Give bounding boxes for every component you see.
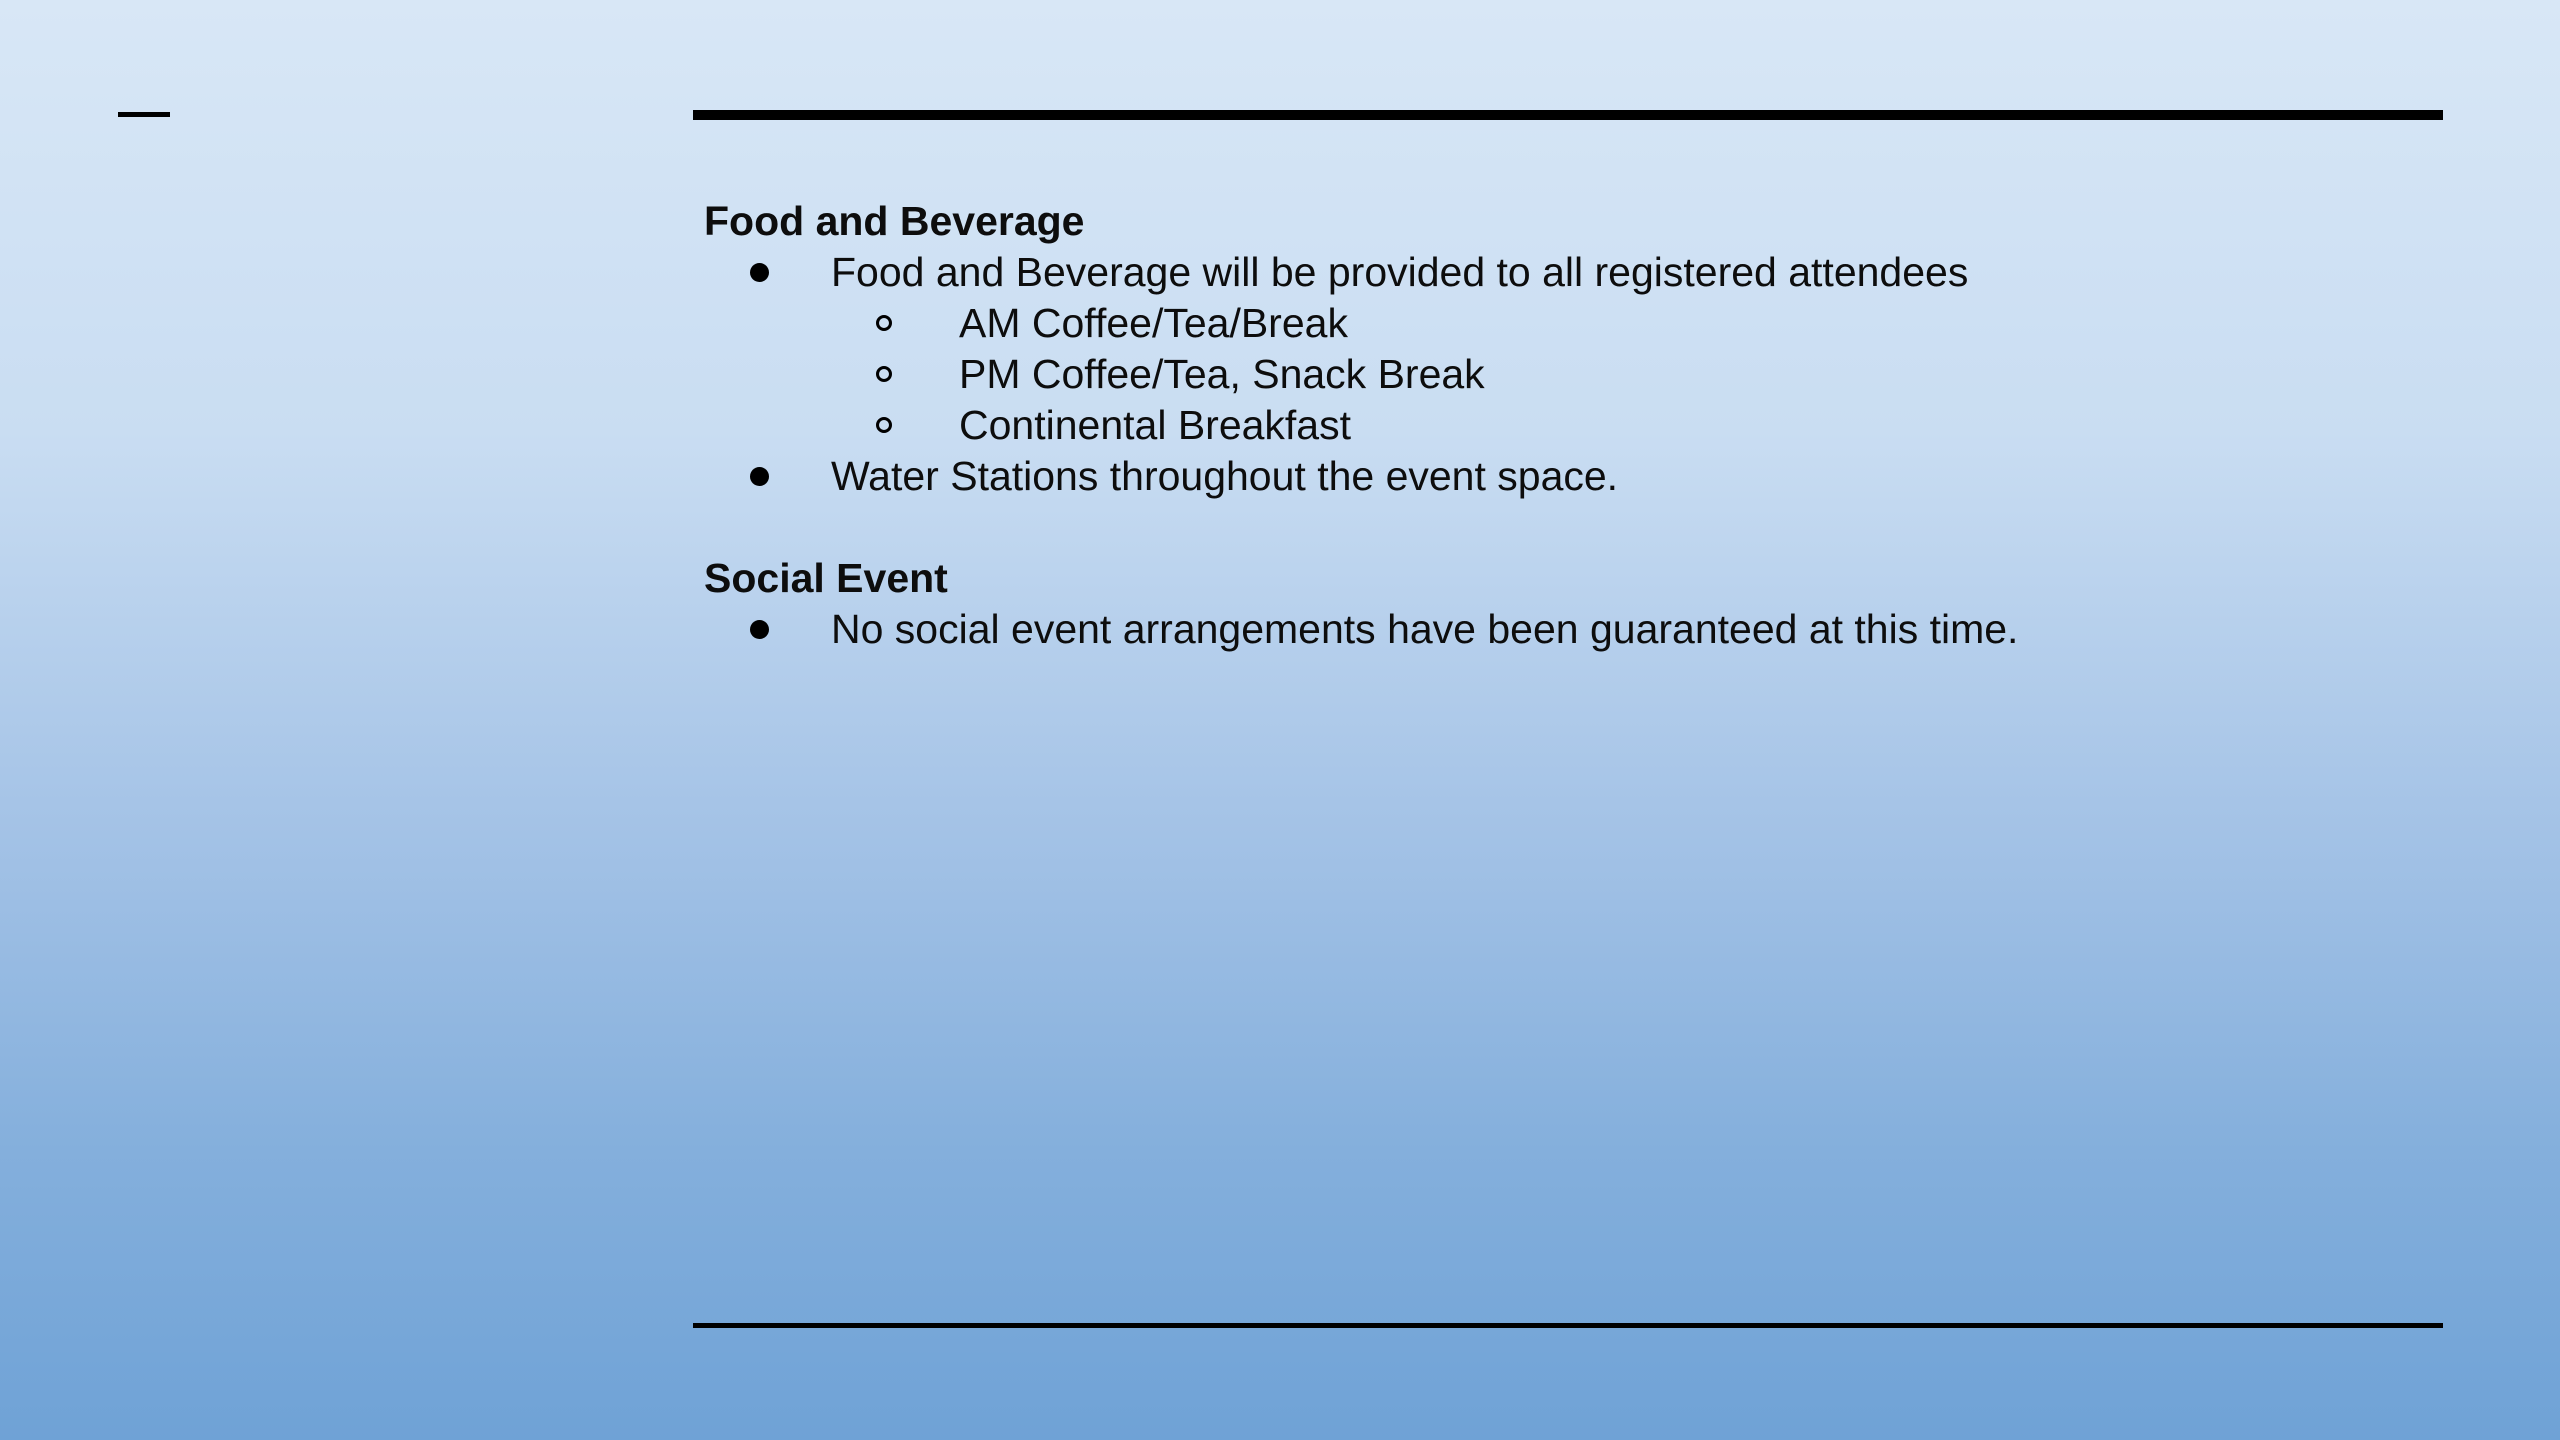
- list-item: [704, 349, 2434, 400]
- list-item: [704, 247, 2434, 298]
- list-item-text: Food and Beverage will be provided to all registered attendees: [831, 249, 1969, 295]
- slide-body: [704, 196, 2434, 655]
- list-item: [704, 400, 2434, 451]
- list-item-text: PM Coffee/Tea, Snack Break: [959, 351, 1485, 397]
- hollow-bullet-icon: [876, 417, 892, 433]
- filled-bullet-icon: [750, 467, 769, 486]
- hollow-bullet-icon: [876, 315, 892, 331]
- social-event-list: [704, 604, 2434, 655]
- top-rule: [693, 110, 2443, 120]
- list-item: [704, 298, 2434, 349]
- section-heading-social-event: Social Event: [704, 555, 948, 601]
- filled-bullet-icon: [750, 620, 769, 639]
- section-heading-food-and-beverage: Food and Beverage: [704, 198, 1085, 244]
- food-beverage-list: [704, 247, 2434, 502]
- list-item-text: Continental Breakfast: [959, 402, 1352, 448]
- filled-bullet-icon: [750, 263, 769, 282]
- list-item-text: AM Coffee/Tea/Break: [959, 300, 1348, 346]
- hollow-bullet-icon: [876, 366, 892, 382]
- list-item: [704, 451, 2434, 502]
- list-item-text: Water Stations throughout the event space.: [831, 453, 1619, 499]
- section-spacer: [704, 502, 2434, 553]
- bottom-rule: [693, 1323, 2443, 1328]
- decorative-dash: [118, 112, 170, 117]
- list-item: [704, 604, 2434, 655]
- list-item-text: No social event arrangements have been guaranteed at this time.: [831, 606, 2019, 652]
